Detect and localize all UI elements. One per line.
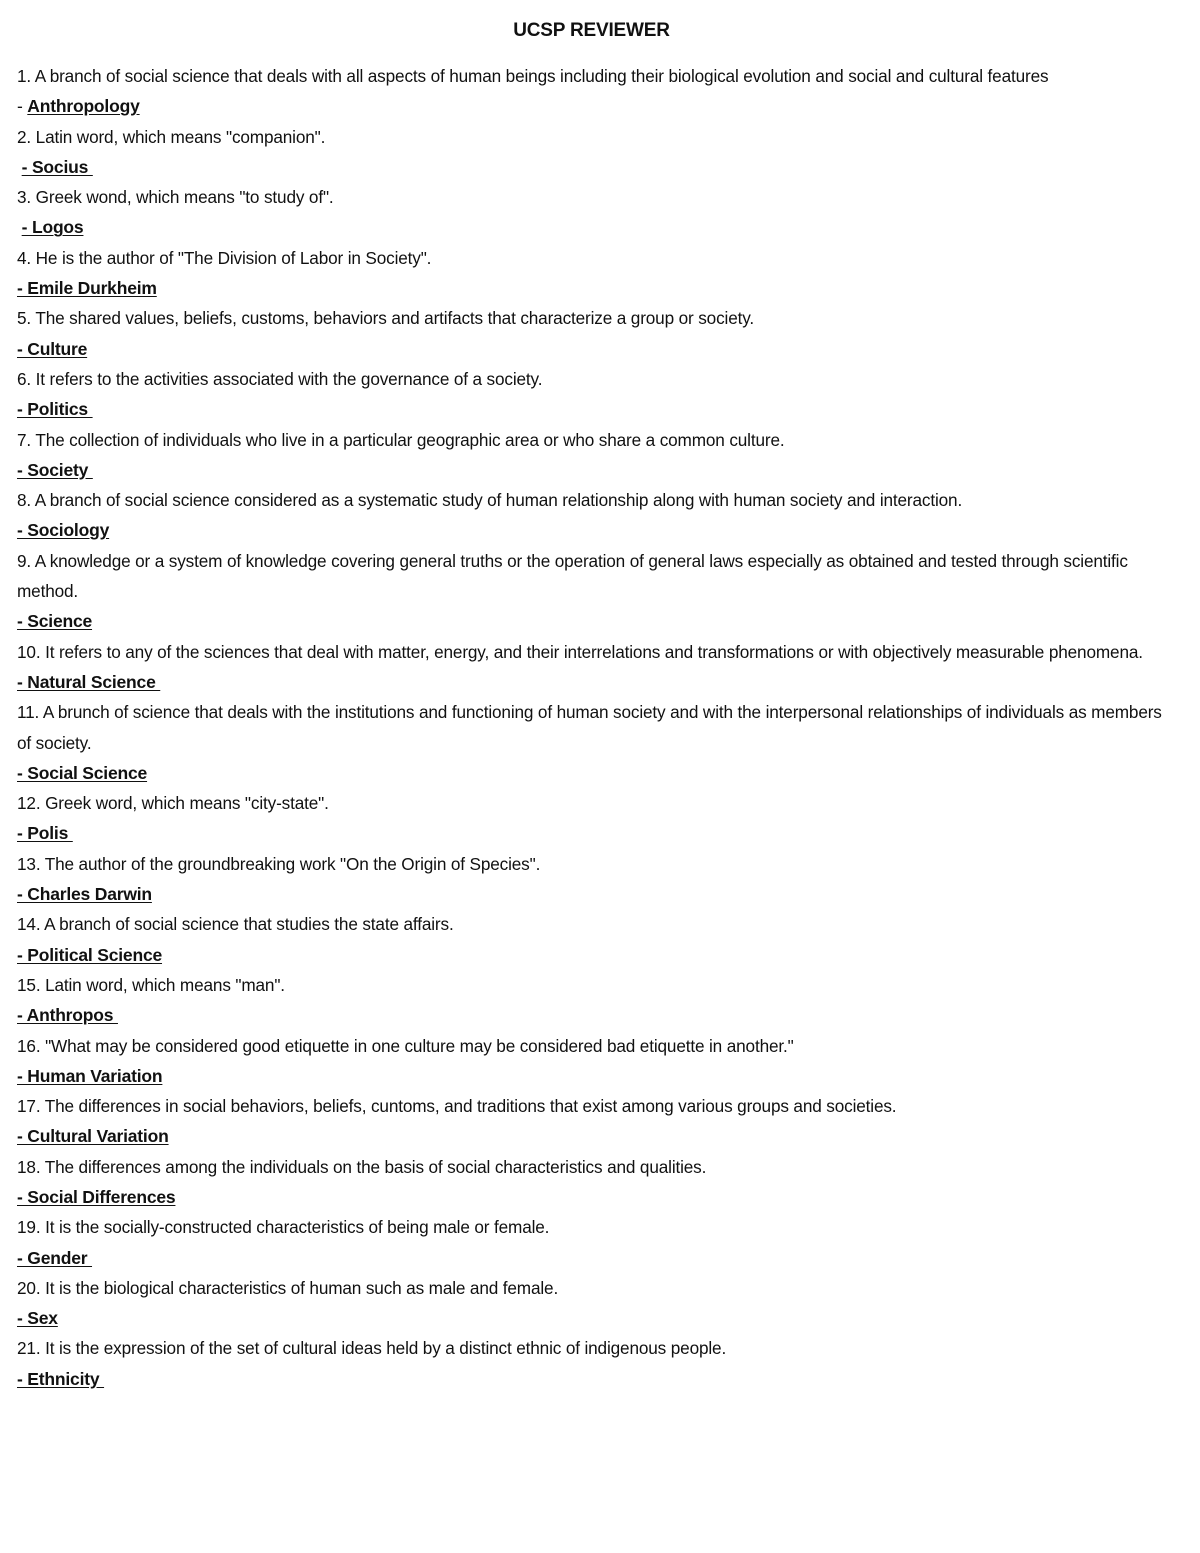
question-text: 3. Greek wond, which means "to study of". [17, 187, 334, 208]
answer-line [17, 455, 1166, 485]
answer-line [17, 758, 1166, 788]
answer-line [17, 606, 1166, 636]
answer-line [17, 1061, 1166, 1091]
question-text: 18. The differences among the individuals on the basis of social characteristics and qualities. [17, 1156, 707, 1177]
question-text: 15. Latin word, which means "man". [17, 974, 285, 995]
answer-line [17, 273, 1166, 303]
question-text: 8. A branch of social science considered as a systematic study of human relationship along with human society and interaction. [17, 490, 963, 511]
qa-item [17, 122, 1166, 183]
answer-text: Anthropology [27, 96, 140, 117]
answer-text: - Ethnicity [17, 1368, 105, 1389]
answer-line [17, 1243, 1166, 1273]
question-text: 17. The differences in social behaviors, beliefs, cuntoms, and traditions that exist among various groups and societies. [17, 1096, 897, 1117]
qa-item [17, 243, 1166, 304]
answer-line [17, 818, 1166, 848]
question-text: 2. Latin word, which means "companion". [17, 126, 326, 147]
answer-text: - Society [17, 459, 93, 480]
qa-item [17, 970, 1166, 1031]
answer-line [17, 515, 1166, 545]
answer-text: - Emile Durkheim [17, 278, 157, 299]
qa-item [17, 849, 1166, 910]
qa-item [17, 1212, 1166, 1273]
answer-prefix: - [17, 96, 28, 117]
qa-item [17, 909, 1166, 970]
qa-item [17, 364, 1166, 425]
answer-text: - Polis [17, 823, 73, 844]
question-text: 5. The shared values, beliefs, customs, behaviors and artifacts that characterize a group or society. [17, 308, 755, 329]
answer-text: - Human Variation [17, 1065, 163, 1086]
answer-text: - Political Science [17, 944, 163, 965]
qa-item [17, 1333, 1166, 1394]
answer-line [17, 1364, 1166, 1394]
answer-text: - Logos [21, 217, 84, 238]
answer-text: - Politics [17, 399, 93, 420]
answer-text: - Sex [17, 1308, 58, 1329]
answer-text: - Social Differences [17, 1186, 176, 1207]
question-text: 12. Greek word, which means "city-state". [17, 793, 329, 814]
question-text: 14. A branch of social science that studies the state affairs. [17, 914, 454, 935]
qa-item [17, 303, 1166, 364]
answer-line [17, 1182, 1166, 1212]
answer-line [17, 1121, 1166, 1151]
question-text: 13. The author of the groundbreaking work "On the Origin of Species". [17, 853, 541, 874]
qa-item [17, 1091, 1166, 1152]
answer-text: - Charles Darwin [17, 884, 152, 905]
question-text: 20. It is the biological characteristics of human such as male and female. [17, 1277, 559, 1298]
answer-line [17, 152, 1166, 182]
answer-text: - Cultural Variation [17, 1126, 169, 1147]
answer-line [17, 1303, 1166, 1333]
answer-line [17, 394, 1166, 424]
answer-text: - Social Science [17, 762, 148, 783]
answer-line [17, 334, 1166, 364]
question-text: 19. It is the socially-constructed characteristics of being male or female. [17, 1217, 550, 1238]
answer-line [17, 879, 1166, 909]
question-text: 10. It refers to any of the sciences that deal with matter, energy, and their interrelations and transformations or with objectively measurable phenomena. [17, 641, 1143, 662]
answer-line [17, 212, 1166, 242]
answer-text: - Gender [17, 1247, 93, 1268]
question-text: 11. A brunch of science that deals with the institutions and functioning of human society and with the interpersonal relationships of individuals as members of society. [17, 702, 1162, 753]
qa-item [17, 1152, 1166, 1213]
qa-item [17, 1031, 1166, 1092]
question-text: 7. The collection of individuals who live in a particular geographic area or who share a common culture. [17, 429, 785, 450]
qa-item [17, 637, 1166, 698]
qa-item [17, 546, 1166, 637]
answer-text: - Anthropos [17, 1005, 118, 1026]
question-text: 9. A knowledge or a system of knowledge covering general truths or the operation of general laws especially as obtained and tested through scientific method. [17, 550, 1128, 602]
qa-item [17, 425, 1166, 486]
answer-line [17, 91, 1166, 121]
answer-line [17, 1000, 1166, 1030]
question-text: 6. It refers to the activities associated with the governance of a society. [17, 368, 543, 389]
answer-line [17, 940, 1166, 970]
qa-item [17, 182, 1166, 243]
answer-text: - Culture [17, 338, 88, 359]
question-text: 4. He is the author of "The Division of Labor in Society". [17, 247, 432, 268]
answer-text: - Science [17, 611, 93, 632]
answer-text: - Sociology [17, 520, 110, 541]
qa-item [17, 697, 1166, 788]
question-text: 16. "What may be considered good etiquette in one culture may be considered bad etiquette in another." [17, 1035, 794, 1056]
document-title: UCSP REVIEWER [513, 20, 670, 41]
qa-item [17, 61, 1166, 122]
answer-line [17, 667, 1166, 697]
question-text: 1. A branch of social science that deals with all aspects of human beings including their biological evolution and social and cultural features [17, 66, 1049, 86]
qa-list [17, 61, 1166, 1394]
question-text: 21. It is the expression of the set of cultural ideas held by a distinct ethnic of indigenous people. [17, 1338, 727, 1359]
qa-item [17, 485, 1166, 546]
qa-item [17, 788, 1166, 849]
qa-item [17, 1273, 1166, 1334]
answer-text: - Socius [21, 156, 93, 177]
answer-text: - Natural Science [17, 671, 161, 692]
